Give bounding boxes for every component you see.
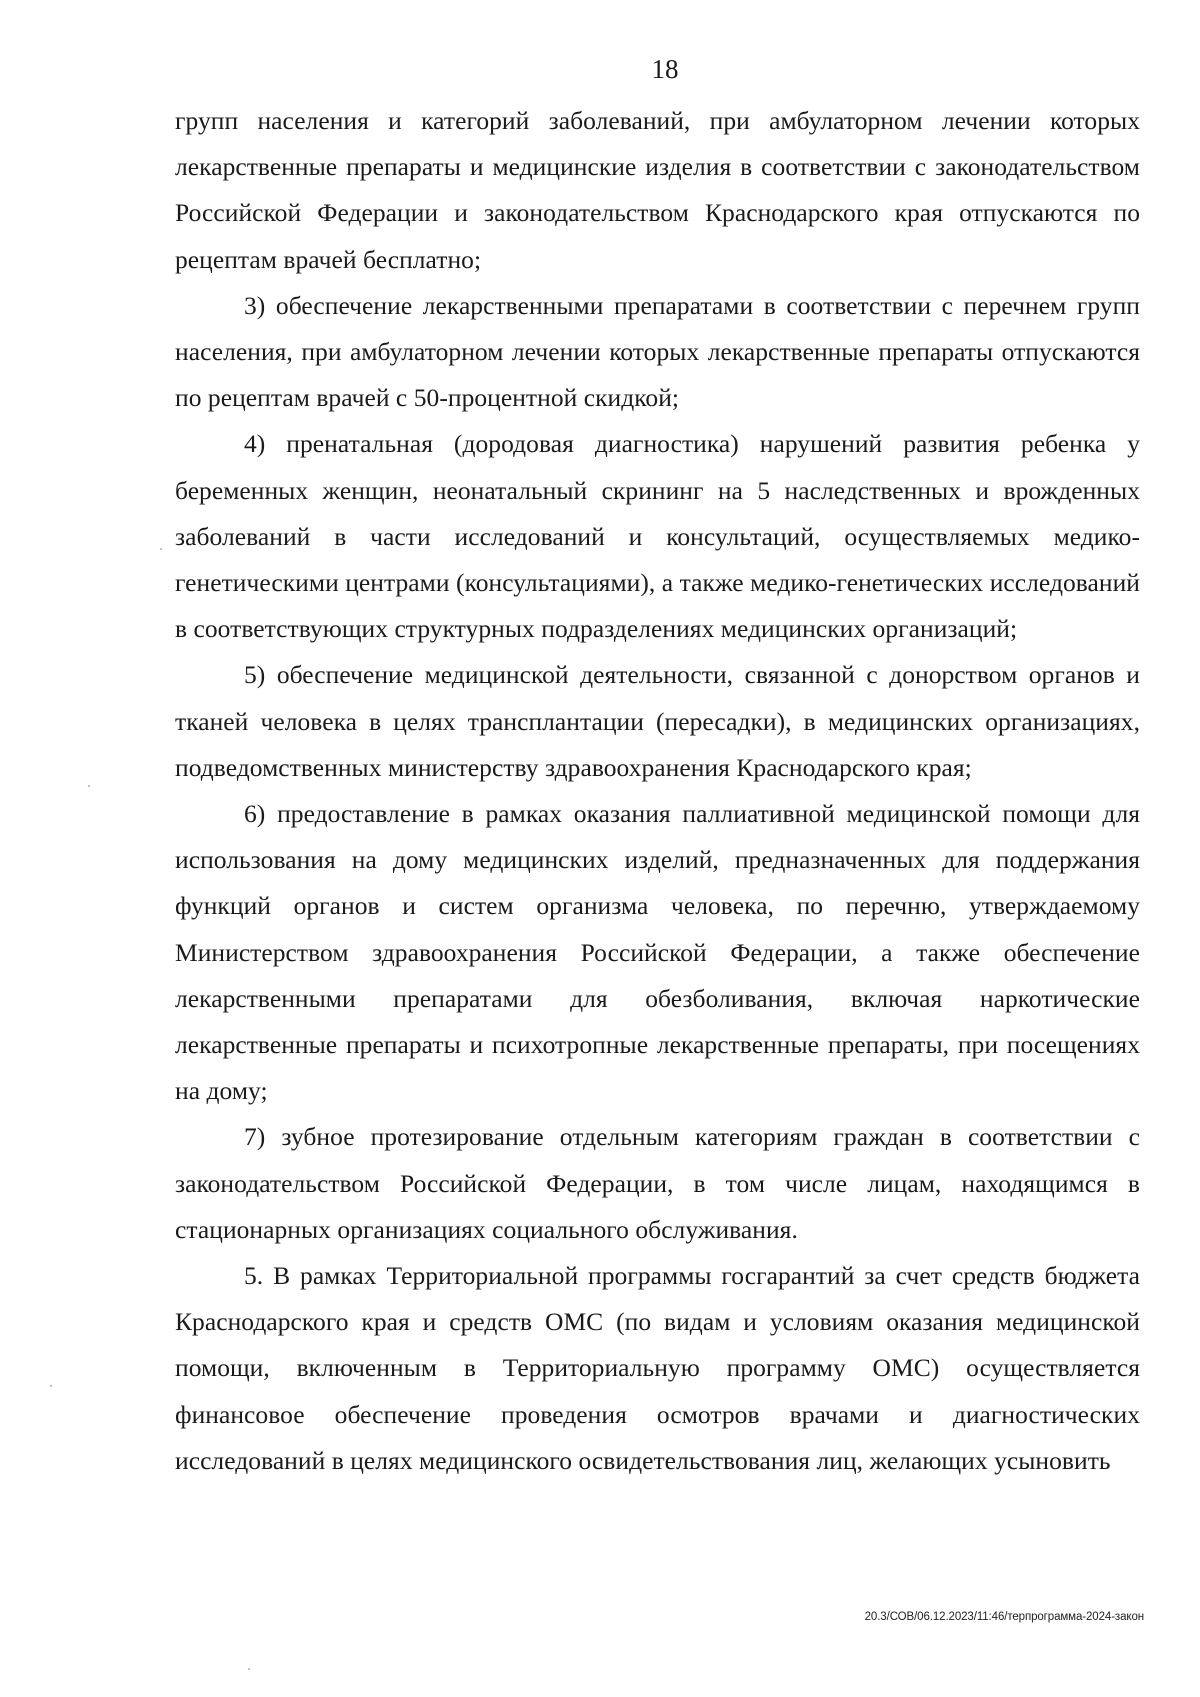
paragraph-continuation: групп населения и категорий заболеваний, при амбулаторном лечении которых лекарственные препараты и медицинские изделия в соответствии с законодательством Российской Федерации и законодательством Краснодарского края отпускаются по рецептам врачей бесплатно; <box>175 106 1140 274</box>
scan-speck <box>248 1668 250 1670</box>
page-number: 18 <box>651 54 679 84</box>
scan-speck <box>88 785 90 787</box>
paragraph-item-6: 6) предоставление в рамках оказания паллиативной медицинской помощи для использования на дому медицинских изделий, предназначенных для поддержания функций органов и систем организма человека, по перечню, утверждаемому Министерством здравоохранения Российской Федерации, а также обеспечение лекарственными препаратами для обезболивания, включая наркотические лекарственные препараты и психотропные лекарственные препараты, при посещениях на дому; <box>175 799 1140 1106</box>
footer-document-stamp: 20.3/СОВ/06.12.2023/11:46/терпрограмма-2024-закон <box>864 1611 1144 1623</box>
paragraph-item-7: 7) зубное протезирование отдельным категориям граждан в соответствии с законодательством Российской Федерации, в том числе лицам, находящимся в стационарных организациях социального обслуживания. <box>175 1122 1140 1244</box>
paragraph-section-5: 5. В рамках Территориальной программы госгарантий за счет средств бюджета Краснодарского края и средств ОМС (по видам и условиям оказания медицинской помощи, включенным в Территориальную программу ОМС) осуществляется финансовое обеспечение проведения осмотров врачами и диагностических исследований в целях медицинского освидетельствования лиц, желающих усыновить <box>175 1261 1140 1475</box>
paragraph-item-3: 3) обеспечение лекарственными препаратами в соответствии с перечнем групп населения, при амбулаторном лечении которых лекарственные препараты отпускаются по рецептам врачей с 50-процентной скидкой; <box>175 290 1140 413</box>
paragraph-item-4: 4) пренатальная (дородовая диагностика) нарушений развития ребенка у беременных женщин, неонатальный скрининг на 5 наследственных и врожденных заболеваний в части исследований и консультаций, осуществляемых медико-генетическими центрами (консультациями), а также медико-генетических исследований в соответствующих структурных подразделениях медицинских организаций; <box>175 429 1140 644</box>
scan-speck <box>50 1385 52 1387</box>
document-body <box>175 98 1140 1484</box>
scan-speck <box>160 548 162 550</box>
paragraph-item-5: 5) обеспечение медицинской деятельности, связанной с донорством органов и тканей человека в целях трансплантации (пересадки), в медицинских организациях, подведомственных министерству здравоохранения Краснодарского края; <box>175 660 1140 782</box>
